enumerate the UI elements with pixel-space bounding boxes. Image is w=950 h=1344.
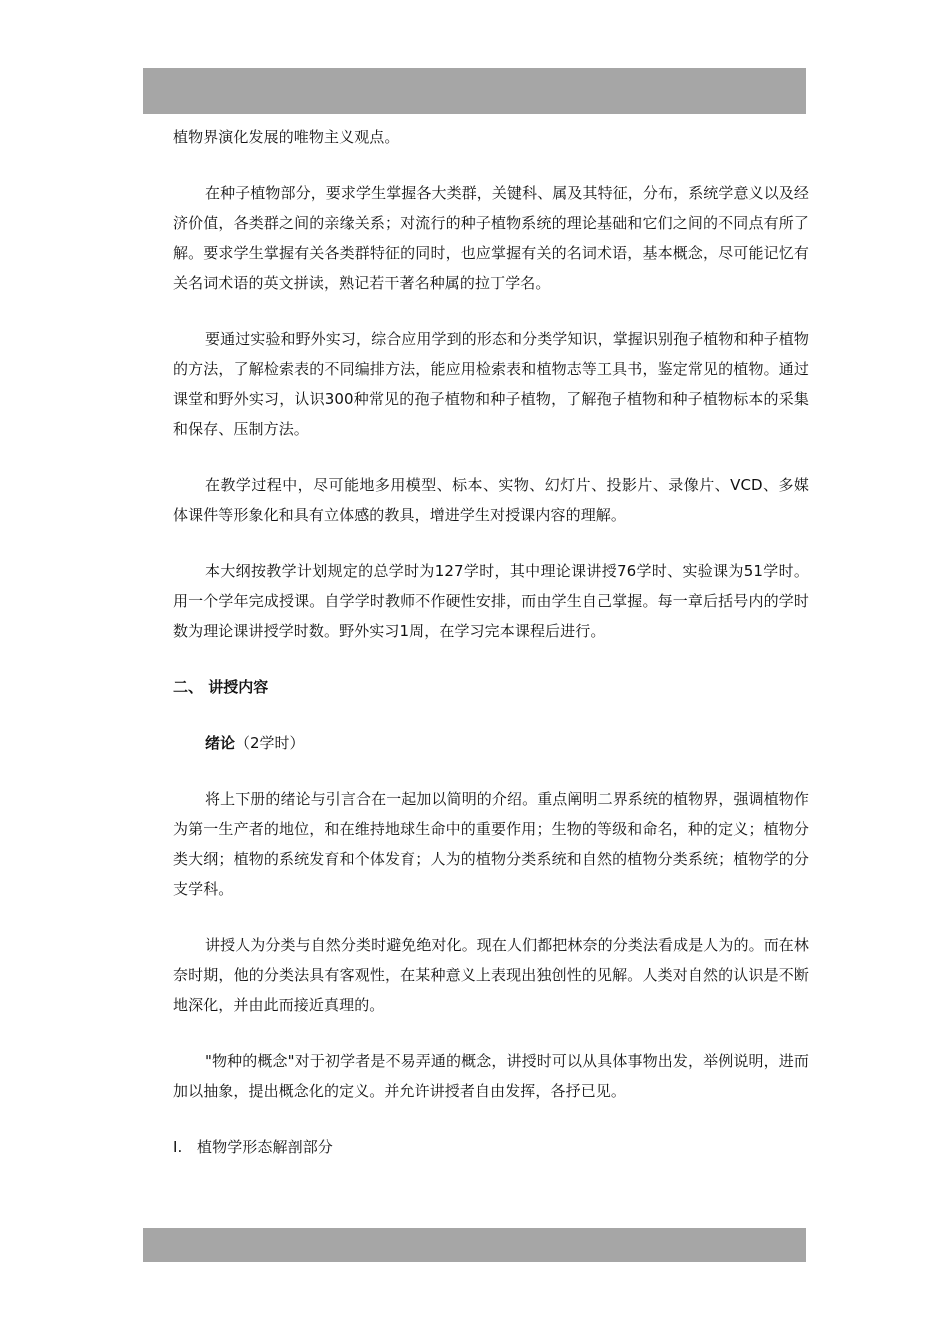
paragraph-classification: 讲授人为分类与自然分类时避免绝对化。现在人们都把林奈的分类法看成是人为的。而在林奈时期，他的分类法具有客观性，在某种意义上表现出独创性的见解。人类对自然的认识是不断地深化，并由此而接近真理的。: [173, 936, 810, 1014]
paragraph-species-concept: "物种的概念"对于初学者是不易弄通的概念，讲授时可以从具体事物出发，举例说明，进而加以抽象，提出概念化的定义。并允许讲授者自由发挥，各抒已见。: [173, 1052, 809, 1100]
chapter-title: 绪论: [205, 734, 236, 752]
part-heading: I. 植物学形态解剖部分: [173, 1138, 333, 1156]
paragraph-introduction-summary: 将上下册的绪论与引言合在一起加以简明的介绍。重点阐明二界系统的植物界，强调植物作为第一生产者的地位，和在维持地球生命中的重要作用；生物的等级和命名，种的定义；植物分类大纲；植物的系统发育和个体发育；人为的植物分类系统和自然的植物分类系统；植物学的分支学科。: [173, 790, 810, 898]
paragraph-intro-continuation: 植物界演化发展的唯物主义观点。: [173, 128, 400, 146]
paragraph-teaching-aids: 在教学过程中，尽可能地多用模型、标本、实物、幻灯片、投影片、录像片、VCD、多媒体课件等形象化和具有立体感的教具，增进学生对授课内容的理解。: [173, 476, 809, 524]
page-footer-bar: [143, 1228, 806, 1262]
chapter-heading: [173, 728, 809, 758]
paragraph-field-practice: 要通过实验和野外实习，综合应用学到的形态和分类学知识，掌握识别孢子植物和种子植物的方法，了解检索表的不同编排方法，能应用检索表和植物志等工具书，鉴定常见的植物。通过课堂和野外实习，认识300种常见的孢子植物和种子植物，了解孢子植物和种子植物标本的采集和保存、压制方法。: [173, 330, 810, 438]
paragraph-credit-hours: 本大纲按教学计划规定的总学时为127学时，其中理论课讲授76学时、实验课为51学时。用一个学年完成授课。自学学时教师不作硬性安排，而由学生自己掌握。每一章后括号内的学时数为理论课讲授学时数。野外实习1周，在学习完本课程后进行。: [173, 562, 809, 640]
section-heading: 二、 讲授内容: [173, 678, 269, 696]
paragraph-seed-plants: 在种子植物部分，要求学生掌握各大类群，关键科、属及其特征，分布，系统学意义以及经济价值，各类群之间的亲缘关系；对流行的种子植物系统的理论基础和它们之间的不同点有所了解。要求学生掌握有关各类群特征的同时，也应掌握有关的名词术语，基本概念，尽可能记忆有关名词术语的英文拼读，熟记若干著名种属的拉丁学名。: [173, 184, 810, 292]
document-body: [173, 122, 809, 1162]
page-header-bar: [143, 68, 806, 114]
chapter-hours: （2学时）: [235, 734, 305, 752]
